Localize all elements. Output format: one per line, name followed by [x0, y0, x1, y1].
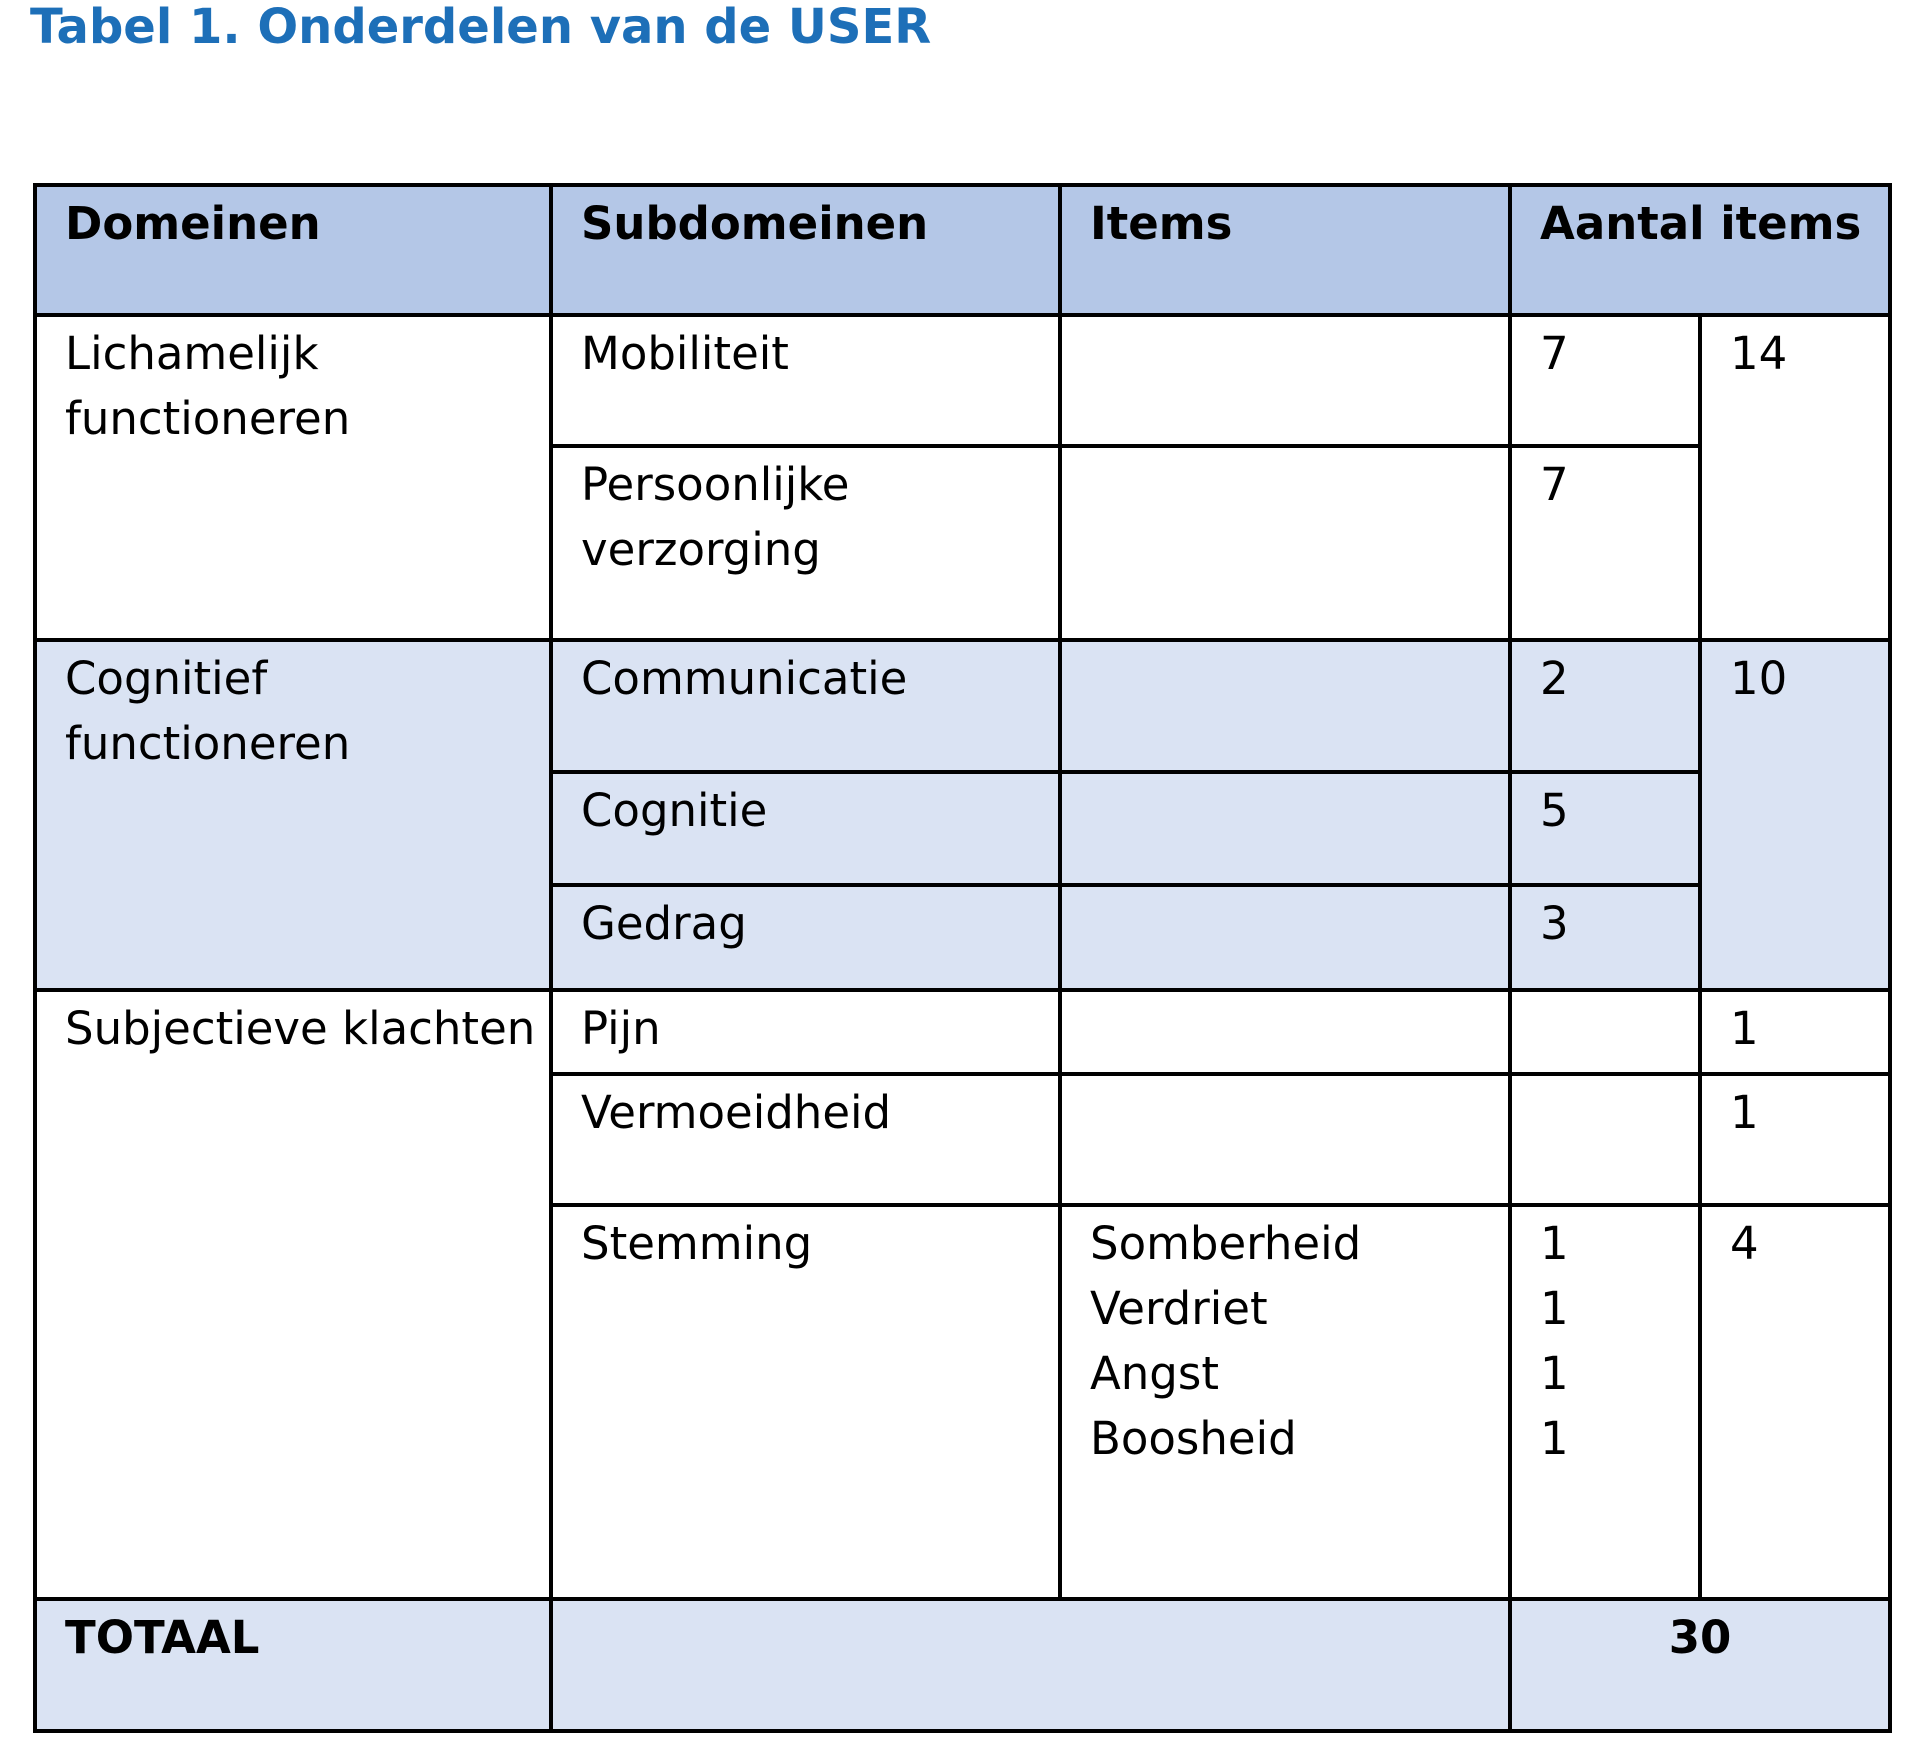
item-count-cell: 3 — [1510, 885, 1700, 990]
total-spacer-cell — [551, 1599, 1510, 1731]
item-count-cell — [1510, 990, 1700, 1074]
item-label: Somberheid — [1090, 1217, 1362, 1270]
domain-total-cell: 1 — [1700, 1074, 1890, 1205]
subdomain-cell: Mobiliteit — [551, 315, 1060, 446]
item-count-cell: 5 — [1510, 772, 1700, 885]
header-item-count: Aantal items — [1510, 185, 1890, 315]
header-row — [35, 185, 1890, 315]
domain-total-cell: 1 — [1700, 990, 1890, 1074]
header-domains: Domeinen — [35, 185, 551, 315]
grand-total: 30 — [1510, 1599, 1890, 1731]
items-cell — [1060, 772, 1510, 885]
item-label: Angst — [1090, 1347, 1219, 1400]
domain-total-cell: 4 — [1700, 1205, 1890, 1599]
domain-cell: Subjectieve klachten — [35, 990, 551, 1599]
item-count: 1 — [1540, 1282, 1569, 1335]
header-items: Items — [1060, 185, 1510, 315]
item-count-cell — [1510, 1074, 1700, 1205]
domain-cell: Lichamelijk functioneren — [35, 315, 551, 640]
subdomain-cell: Vermoeidheid — [551, 1074, 1060, 1205]
subdomain-cell: Persoonlijke verzorging — [551, 446, 1060, 640]
item-count: 1 — [1540, 1347, 1569, 1400]
total-row — [35, 1599, 1890, 1731]
subdomain-cell: Gedrag — [551, 885, 1060, 990]
items-cell — [1060, 640, 1510, 772]
items-cell — [1060, 990, 1510, 1074]
item-label: Verdriet — [1090, 1282, 1268, 1335]
subdomain-cell: Communicatie — [551, 640, 1060, 772]
subdomain-cell: Cognitie — [551, 772, 1060, 885]
item-count-cell: 2 — [1510, 640, 1700, 772]
total-label: TOTAAL — [35, 1599, 551, 1731]
components-table — [33, 183, 1892, 1733]
items-cell — [1060, 1074, 1510, 1205]
item-count-cell: 7 — [1510, 446, 1700, 640]
table-row — [35, 640, 1890, 772]
domain-total-cell: 14 — [1700, 315, 1890, 640]
item-label: Boosheid — [1090, 1412, 1297, 1465]
item-count-cell — [1510, 1205, 1700, 1599]
item-count-cell: 7 — [1510, 315, 1700, 446]
items-cell — [1060, 1205, 1510, 1599]
domain-total-cell: 10 — [1700, 640, 1890, 990]
table-row — [35, 990, 1890, 1074]
table-title: Tabel 1. Onderdelen van de USER — [30, 0, 932, 55]
item-count: 1 — [1540, 1217, 1569, 1270]
subdomain-cell: Stemming — [551, 1205, 1060, 1599]
header-subdomains: Subdomeinen — [551, 185, 1060, 315]
items-cell — [1060, 446, 1510, 640]
items-cell — [1060, 315, 1510, 446]
item-count: 1 — [1540, 1412, 1569, 1465]
table-row — [35, 315, 1890, 446]
items-cell — [1060, 885, 1510, 990]
domain-cell: Cognitief functioneren — [35, 640, 551, 990]
subdomain-cell: Pijn — [551, 990, 1060, 1074]
